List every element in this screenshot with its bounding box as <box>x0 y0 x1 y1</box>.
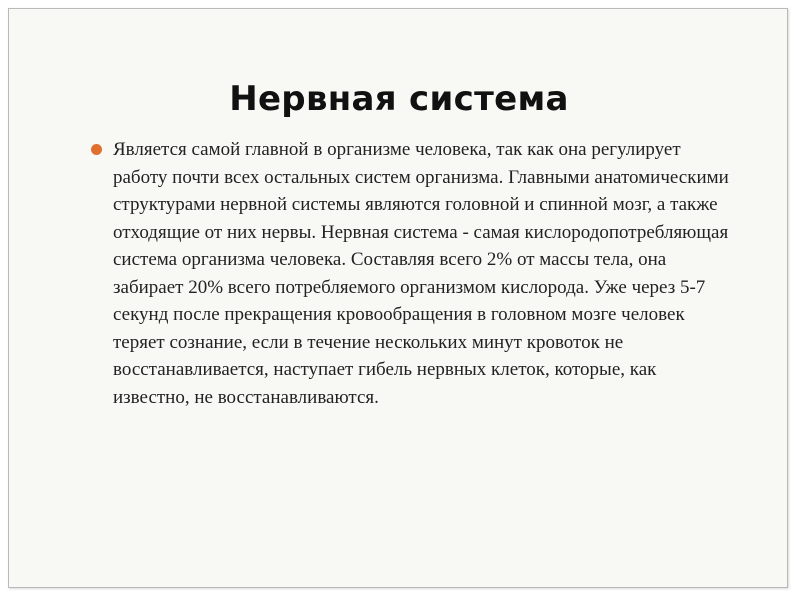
bullet-text: Является самой главной в организме человека, так как она регулирует работу почти всех остальных систем организма. Главными анатомическими структурами нервной системы являются головной и спинной мозг, а также отходящие от них нервы. Нервная система - самая кислородопотребляющая система организма человека. Составляя всего 2% от массы тела, она забирает 20% всего потребляемого организмом кислорода. Уже через 5-7 секунд после прекращения кровообращения в головном мозге человек теряет сознание, если в течение нескольких минут кровоток не восстанавливается, наступает гибель нервных клеток, которые, как известно, не восстанавливаются. <box>113 139 729 408</box>
bullet-item <box>91 136 731 411</box>
slide-title: Нервная система <box>229 79 569 119</box>
slide <box>8 8 788 588</box>
bullet-dot-icon <box>91 144 102 155</box>
bullet-list <box>91 136 731 411</box>
